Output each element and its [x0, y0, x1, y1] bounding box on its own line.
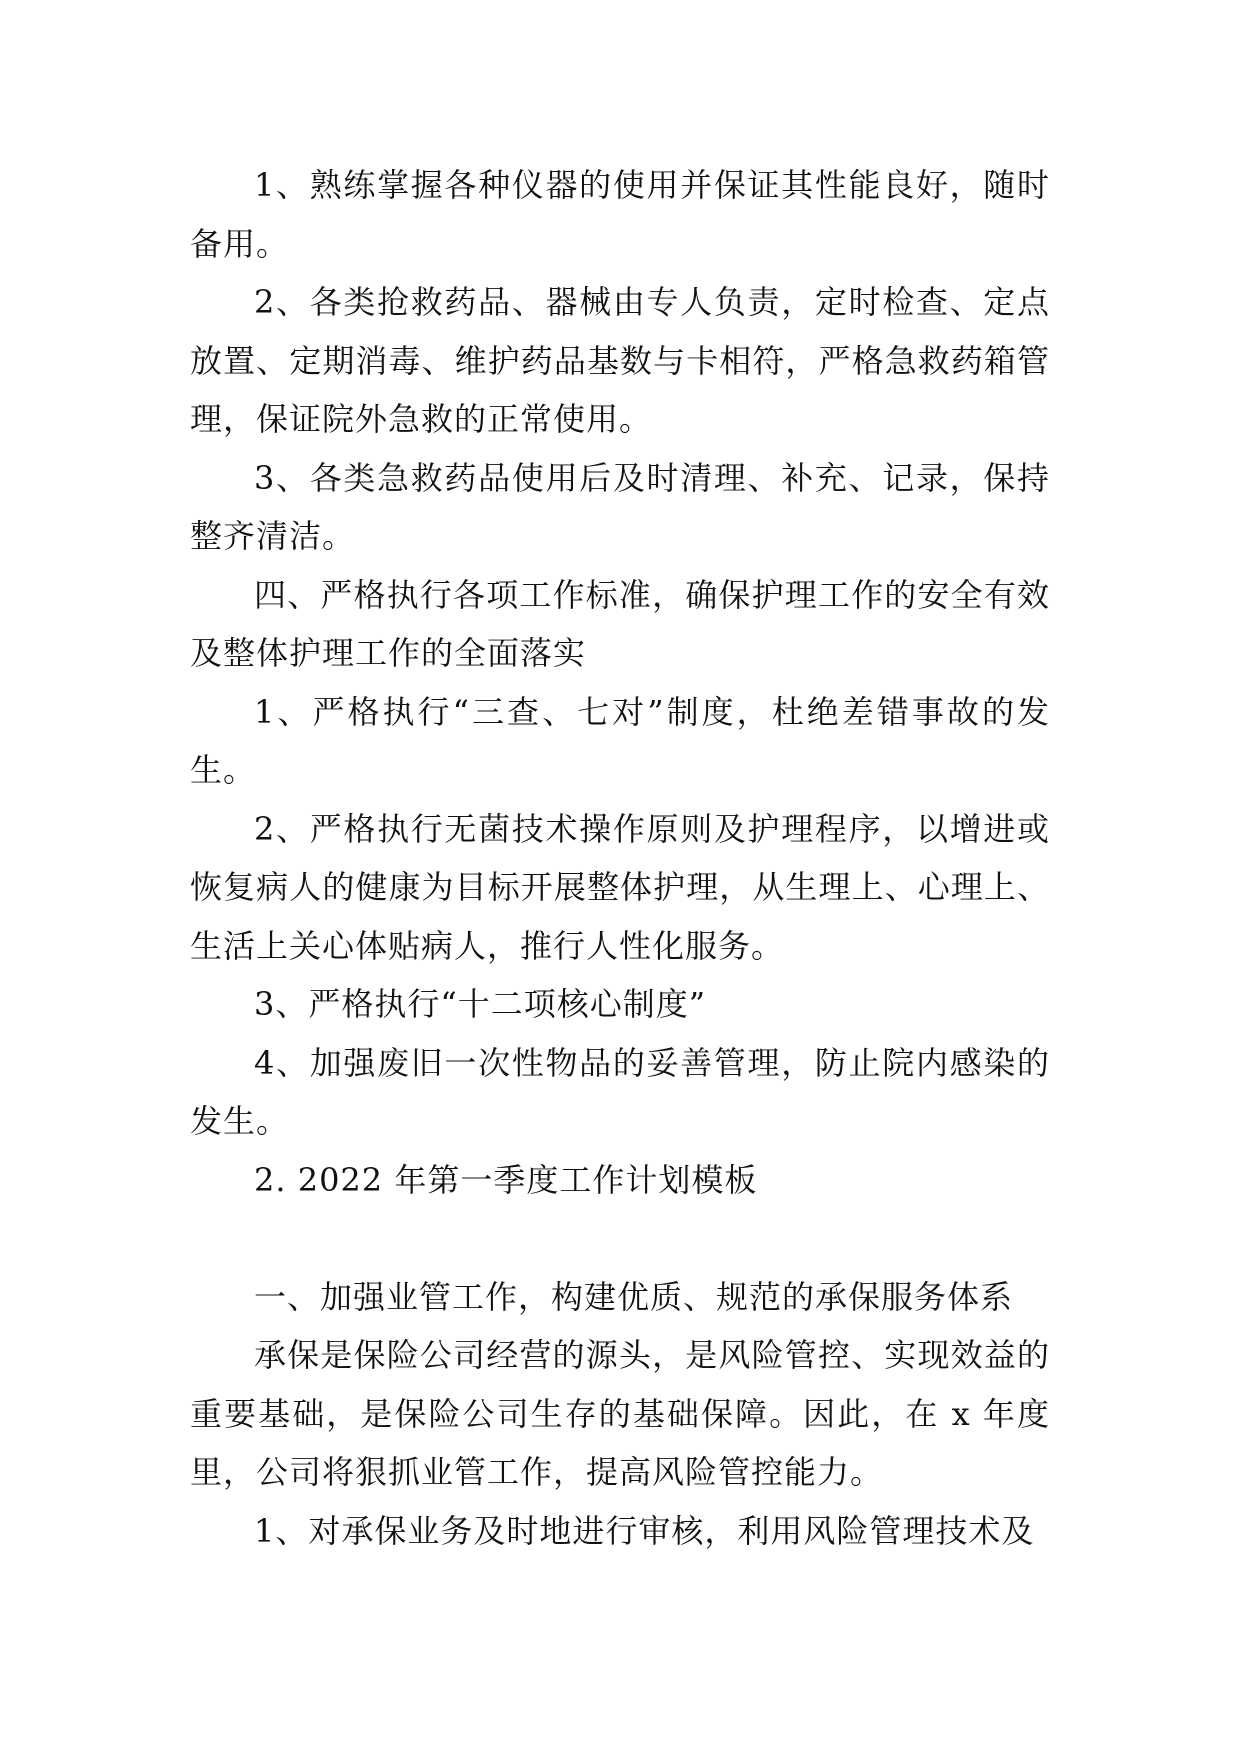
section-heading-4: 四、严格执行各项工作标准，确保护理工作的安全有效及整体护理工作的全面落实 [190, 575, 1050, 672]
paragraph-10: 承保是保险公司经营的源头，是风险管控、实现效益的重要基础，是保险公司生存的基础保障。因此，在 x 年度里，公司将狠抓业管工作，提高风险管控能力。 [190, 1336, 1050, 1491]
paragraph-11: 1、对承保业务及时地进行审核，利用风险管理技术及 [254, 1511, 1035, 1550]
section-heading-1: 一、加强业管工作，构建优质、规范的承保服务体系 [254, 1277, 1014, 1316]
document-title-2022-plan: 2. 2022 年第一季度工作计划模板 [254, 1160, 758, 1199]
paragraph-2: 2、各类抢救药品、器械由专人负责，定时检查、定点放置、定期消毒、维护药品基数与卡相符，严格急救药箱管理，保证院外急救的正常使用。 [190, 283, 1050, 438]
paragraph-8: 4、加强废旧一次性物品的妥善管理，防止院内感染的发生。 [190, 1043, 1050, 1140]
paragraph-6: 2、严格执行无菌技术操作原则及护理程序，以增进或恢复病人的健康为目标开展整体护理，从生理上、心理上、生活上关心体贴病人，推行人性化服务。 [190, 809, 1050, 965]
paragraph-5: 1、严格执行“三查、七对”制度，杜绝差错事故的发生。 [190, 692, 1050, 789]
document-body [190, 156, 1050, 1560]
paragraph-7: 3、严格执行“十二项核心制度” [254, 985, 707, 1023]
blank-line [190, 1209, 1050, 1268]
paragraph-1: 1、熟练掌握各种仪器的使用并保证其性能良好，随时备用。 [190, 166, 1050, 263]
paragraph-3: 3、各类急救药品使用后及时清理、补充、记录，保持整齐清洁。 [190, 458, 1050, 555]
